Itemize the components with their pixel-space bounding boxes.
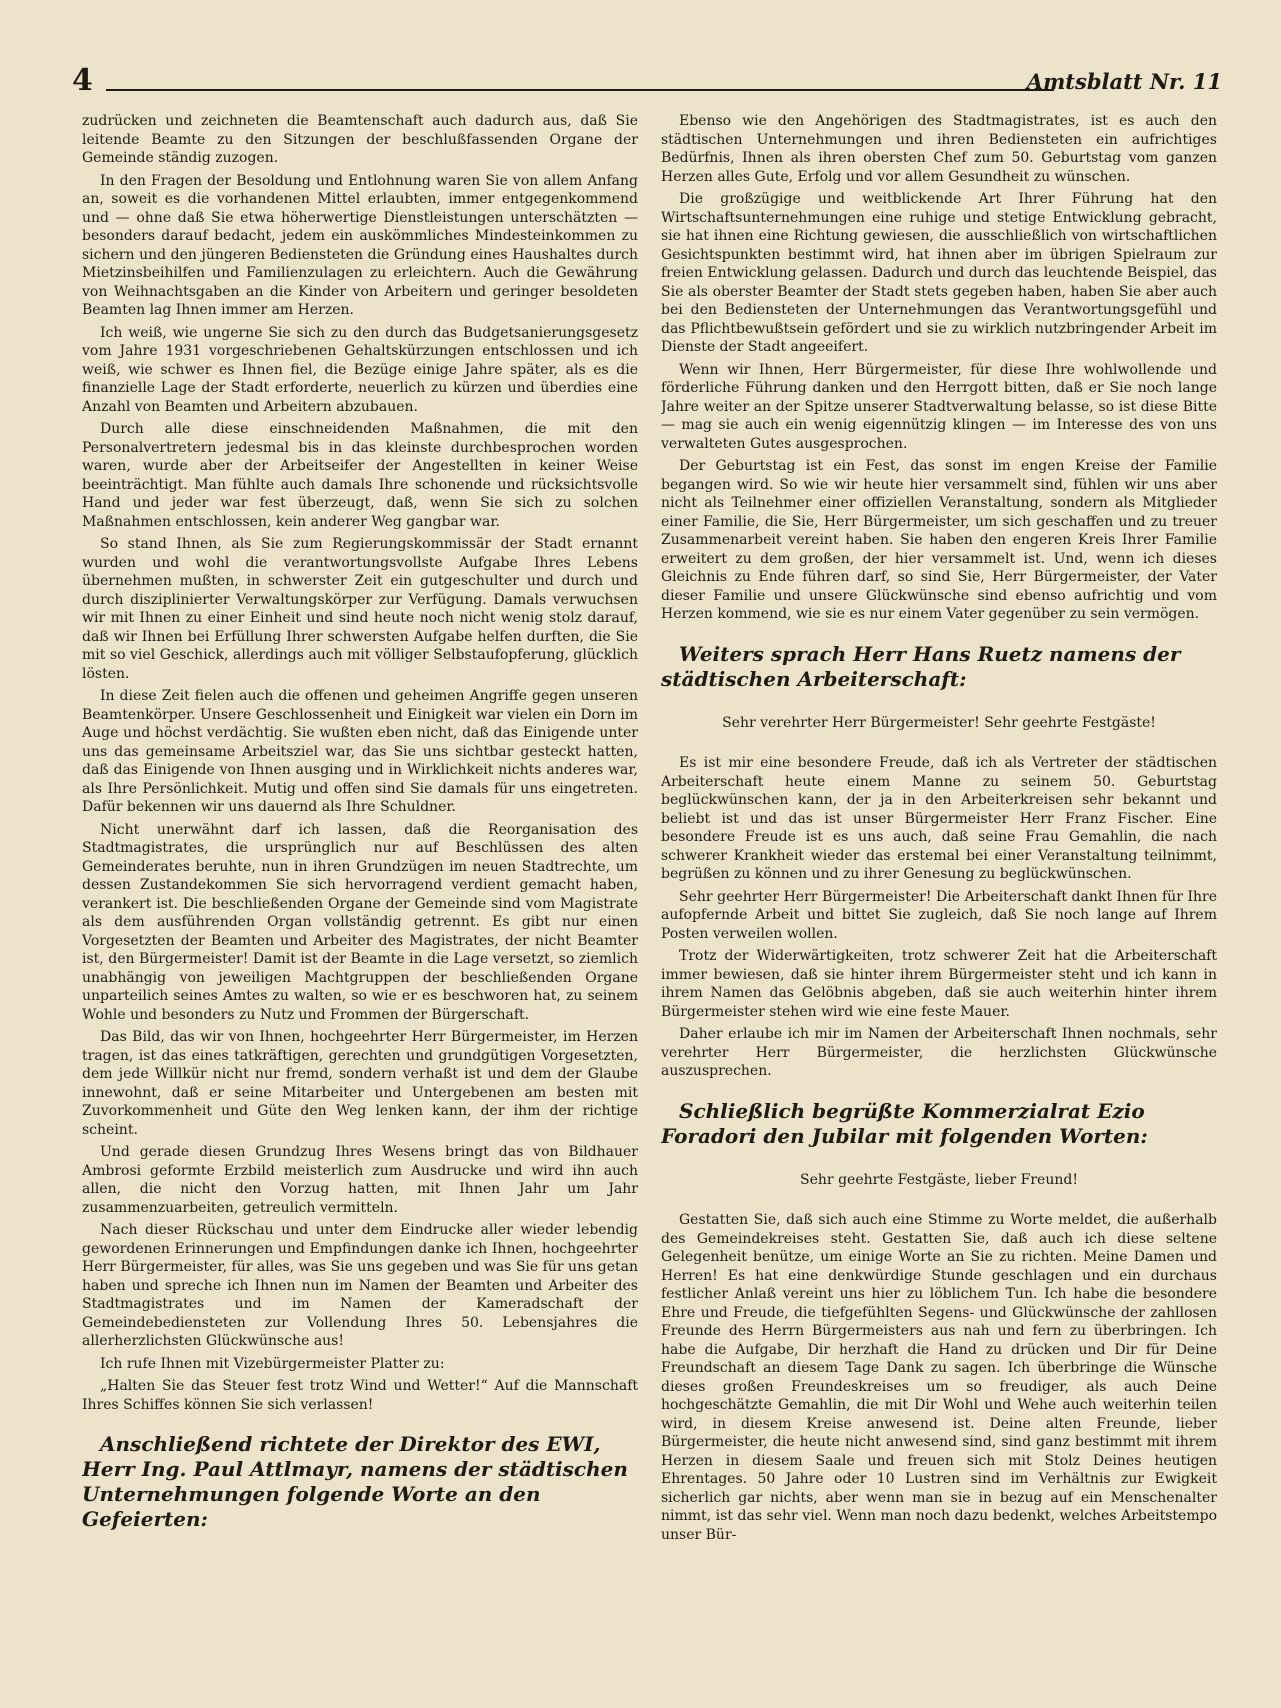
paragraph: Es ist mir eine besondere Freude, daß ich als Vertreter der städtischen Arbeiterschaft heute einem Manne zu seinem 50. Geburtstag beglückwünschen kann, der ja in den Arbeiterkreisen sehr bekannt und beliebt ist und das ist unser Bürgermeister Herr Franz Fischer. Eine besondere Freude ist es uns auch, daß seine Frau Gemahlin, die nach schwerer Krankheit wieder das erstemal bei einer Veranstaltung teilnimmt, begrüßen zu können und zu ihrer Genesung zu beglückwünschen. <box>661 755 1217 882</box>
page-number: 4 <box>72 63 93 98</box>
paragraph: Das Bild, das wir von Ihnen, hochgeehrter Herr Bürgermeister, im Herzen tragen, ist das eines tatkräftigen, gerechten und grundgütigen Vorgesetzten, dem jede Willkür nicht nur fremd, sondern verhaßt ist und dem der Glaube innewohnt, daß er seine Mitarbeiter und Untergebenen am besten mit Zuvorkommenheit und Güte den Weg lenken kann, der ihm der richtige scheint. <box>82 1029 638 1138</box>
paragraph: In diese Zeit fielen auch die offenen und geheimen Angriffe gegen unseren Beamtenkörper. Unsere Geschlossenheit und Einigkeit war vielen ein Dorn im Auge und höchst verdächtig. Sie wußten eben nicht, daß das Einigende unter uns das gemeinsame Arbeitsziel war, das Sie uns sichtbar gesteckt hatten, daß das Einigende von Ihnen ausging und in Wirklichkeit nichts anderes war, als Ihre Persönlichkeit. Mutig und offen sind Sie damals für uns eingetreten. Dafür bekennen wir uns dauernd als Ihre Schuldner. <box>82 688 638 815</box>
paragraph: Ich weiß, wie ungerne Sie sich zu den durch das Budgetsanierungsgesetz vom Jahre 1931 vorgeschriebenen Gehaltskürzungen entschlossen und ich weiß, wie schwer es Ihnen fiel, die Bezüge einige Jahre später, als es die finanzielle Lage der Stadt erforderte, neuerlich zu kürzen und überdies eine Anzahl von Beamten und Arbeitern abzubauen. <box>82 324 638 415</box>
page-header <box>72 64 1222 98</box>
salutation: Sehr verehrter Herr Bürgermeister! Sehr geehrte Festgäste! <box>722 714 1156 731</box>
left-column <box>82 112 638 1696</box>
paragraph: Nach dieser Rückschau und unter dem Eindrucke aller wieder lebendig gewordenen Erinnerungen und Empfindungen danke ich Ihnen, hochgeehrter Herr Bürgermeister, für alles, was Sie uns gegeben und was Sie für uns getan haben und spreche ich Ihnen nun im Namen der Beamten und Arbeiter des Stadtmagistrates und im Namen der Kameradschaft der Gemeindebediensteten zur Vollendung Ihres 50. Lebensjahres die allerherzlichsten Glückwünsche aus! <box>82 1222 638 1349</box>
section-heading: Anschließend richtete der Direktor des EWI, Herr Ing. Paul Attlmayr, namens der städtischen Unternehmungen folgende Worte an den Gefeierten: <box>82 1432 628 1531</box>
paragraph: Trotz der Widerwärtigkeiten, trotz schwerer Zeit hat die Arbeiterschaft immer bewiesen, daß sie hinter ihrem Bürgermeister steht und ich kann in ihrem Namen das Gelöbnis abgeben, daß sie auch weiterhin hinter ihrem Bürgermeister stehen wird wie eine feste Mauer. <box>661 948 1217 1020</box>
paragraph: Daher erlaube ich mir im Namen der Arbeiterschaft Ihnen nochmals, sehr verehrter Herr Bürgermeister, die herzlichsten Glückwünsche auszusprechen. <box>661 1026 1217 1079</box>
publication-title: Amtsblatt Nr. 11 <box>1026 69 1222 94</box>
paragraph: Sehr geehrter Herr Bürgermeister! Die Arbeiterschaft dankt Ihnen für Ihre aufopfernde Arbeit und bittet Sie zugleich, daß Sie noch lange auf Ihrem Posten verweilen wollen. <box>661 888 1217 942</box>
paragraph: Wenn wir Ihnen, Herr Bürgermeister, für diese Ihre wohlwollende und förderliche Führung danken und den Herrgott bitten, daß er Sie noch lange Jahre weiter an der Spitze unserer Stadtverwaltung belasse, so ist diese Bitte — mag sie auch ein wenig eigennützig klingen — im Interesse des von uns verwalteten Gutes ausgesprochen. <box>661 361 1217 452</box>
paragraph: So stand Ihnen, als Sie zum Regierungskommissär der Stadt ernannt wurden und wohl die verantwortungsvollste Aufgabe Ihres Lebens übernehmen mußten, in schwerster Zeit ein gutgeschulter und durch und durch disziplinierter Verwaltungskörper zur Verfügung. Damals verwuchsen wir mit Ihnen zu einer Einheit und sind heute noch nicht wenig stolz darauf, daß wir Ihnen bei Erfüllung Ihrer schwersten Aufgabe helfen durften, die Sie mit so viel Geschick, allerdings auch mit völliger Selbstaufopferung, glücklich lösten. <box>82 536 638 682</box>
paragraph: Ich rufe Ihnen mit Vizebürgermeister Platter zu: <box>100 1355 445 1372</box>
paragraph: Durch alle diese einschneidenden Maßnahmen, die mit den Personalvertretern jedesmal bis in das kleinste durchbesprochen worden waren, wurde aber der Arbeitseifer der Angestellten in keiner Weise beeinträchtigt. Man fühlte auch damals Ihre schonende und rücksichtsvolle Hand und jeder war fest überzeugt, daß, wenn Sie sich zu solchen Maßnahmen entschlossen, kein anderer Weg gangbar war. <box>82 421 638 530</box>
section-heading: Schließlich begrüßte Kommerzialrat Ezio Foradori den Jubilar mit folgenden Worten: <box>661 1098 1148 1148</box>
paragraph: Gestatten Sie, daß sich auch eine Stimme zu Worte meldet, die außerhalb des Gemeindekreises steht. Gestatten Sie, daß auch ich diese seltene Gelegenheit benütze, um einige Worte an Sie zu richten. Meine Damen und Herren! Es hat eine denkwürdige Stunde geschlagen und ein durchaus festlicher Anlaß vereint uns hier zu löblichem Tun. Ich habe die besondere Ehre und Freude, die tiefgefühlten Segens- und Glückwünsche der zahllosen Freunde des Herrn Bürgermeisters aus nah und fern zu überbringen. Ich habe die Aufgabe, Dir herzhaft die Hand zu drücken und Dir für Deine Freundschaft an diesem Tage Dank zu sagen. Ich überbringe die Wünsche dieses großen Freundeskreises um so freudiger, als auch Deine hochgeschätzte Gemahlin, die mit Dir Wohl und Wehe auch weiterhin teilen wird, in diesem Kreise anwesend ist. Deine alten Freunde, lieber Bürgermeister, die heute nicht anwesend sind, sind ganz bestimmt mit ihrem Herzen in diesem Saale und freuen sich mit Stolz Deines heutigen Ehrentages. 50 Jahre oder 10 Lustren sind im Verhältnis zur Ewigkeit sicherlich gar nichts, aber wenn man sie in bezug auf ein Menschenalter nimmt, ist das sehr viel. Wenn man noch dazu bedenkt, welches Arbeitstempo unser Bür- <box>661 1212 1217 1543</box>
paragraph: Der Geburtstag ist ein Fest, das sonst im engen Kreise der Familie begangen wird. So wie wir heute hier versammelt sind, fühlen wir uns aber nicht als Teilnehmer einer offiziellen Veranstaltung, sondern als Mitglieder einer Familie, die Sie, Herr Bürgermeister, um sich geschaffen und zu treuer Zusammenarbeit vereint haben. Sie haben den engeren Kreis Ihrer Familie erweitert zu dem großen, der hier versammelt ist. Und, wenn ich dieses Gleichnis zu Ende führen darf, so sind Sie, Herr Bürgermeister, der Vater dieser Familie und unsere Glückwünsche sind ebenso aufrichtig und vom Herzen kommend, wie sie es nur einem Vater gegenüber zu sein vermögen. <box>661 458 1217 622</box>
paragraph: Ebenso wie den Angehörigen des Stadtmagistrates, ist es auch den städtischen Unternehmungen und ihren Bediensteten ein aufrichtiges Bedürfnis, Ihnen als ihren obersten Chef zum 50. Geburtstag vom ganzen Herzen alles Gute, Erfolg und vor allem Gesundheit zu wünschen. <box>661 113 1217 185</box>
paragraph: Und gerade diesen Grundzug Ihres Wesens bringt das von Bildhauer Ambrosi geformte Erzbild meisterlich zum Ausdrucke und wird ihn auch allen, die nicht den Vorzug hatten, mit Ihnen Jahr um Jahr zusammenzuarbeiten, getreulich vermitteln. <box>82 1144 638 1216</box>
header-rule <box>106 89 1054 91</box>
paragraph: zudrücken und zeichneten die Beamtenschaft auch dadurch aus, daß Sie leitende Beamte zu den Sitzungen der beschlußfassenden Organe der Gemeinde ständig zuzogen. <box>82 113 638 166</box>
salutation: Sehr geehrte Festgäste, lieber Freund! <box>800 1171 1078 1188</box>
paragraph: „Halten Sie das Steuer fest trotz Wind und Wetter!“ Auf die Mannschaft Ihres Schiffes können Sie sich verlassen! <box>82 1378 638 1413</box>
right-column <box>661 112 1217 1696</box>
paragraph: Nicht unerwähnt darf ich lassen, daß die Reorganisation des Stadtmagistrates, die ursprünglich nur auf Beschlüssen des alten Gemeinderates beruhte, nun in ihren Grundzügen im neuen Stadtrechte, um dessen Zustandekommen Sie sich hervorragend verdient gemacht haben, verankert ist. Die beschließenden Organe der Gemeinde sind vom Magistrate als dem ausführenden Organ vollständig getrennt. Es gibt nur einen Vorgesetzten der Beamten und Arbeiter des Magistrates, der nicht Beamter ist, den Bürgermeister! Damit ist der Beamte in die Lage versetzt, so ziemlich unabhängig von jeweiligen Machtgruppen der beschließenden Organe unparteilich seines Amtes zu walten, so wie er es beschworen hat, zu seinem Wohle und besonders zu Nutz und Frommen der Bürgerschaft. <box>82 821 638 1023</box>
paragraph: In den Fragen der Besoldung und Entlohnung waren Sie von allem Anfang an, soweit es die vorhandenen Mittel erlaubten, immer entgegenkommend und — ohne daß Sie etwa höherwertige Dienstleistungen unterschätzten — besonders darauf bedacht, jedem ein auskömmliches Mindesteinkommen zu sichern und den jüngeren Bediensteten die Gründung eines Haushaltes durch Mietzinsbeihilfen und Familienzulagen zu erleichtern. Auch die Gewährung von Weihnachtsgaben an die Kinder von Arbeitern und geringer besoldeten Beamten lag Ihnen immer am Herzen. <box>82 172 638 318</box>
paragraph: Die großzügige und weitblickende Art Ihrer Führung hat den Wirtschaftsunternehmungen eine ruhige und stetige Entwicklung gebracht, sie hat ihnen eine Richtung gewiesen, die ausschließlich von wirtschaftlichen Gesichtspunkten bestimmt wird, hat ihnen aber im übrigen Spielraum zur freien Entwicklung gelassen. Dadurch und durch das leuchtende Beispiel, das Sie als oberster Beamter der Stadt stets gegeben haben, haben Sie aber auch bei den Bediensteten der Unternehmungen das Verantwortungsgefühl und das Pflichtbewußtsein gefördert und sie zu wirklich nutzbringender Arbeit im Dienste der Stadt angeeifert. <box>661 191 1217 355</box>
section-heading: Weiters sprach Herr Hans Ruetz namens der städtischen Arbeiterschaft: <box>661 641 1181 691</box>
